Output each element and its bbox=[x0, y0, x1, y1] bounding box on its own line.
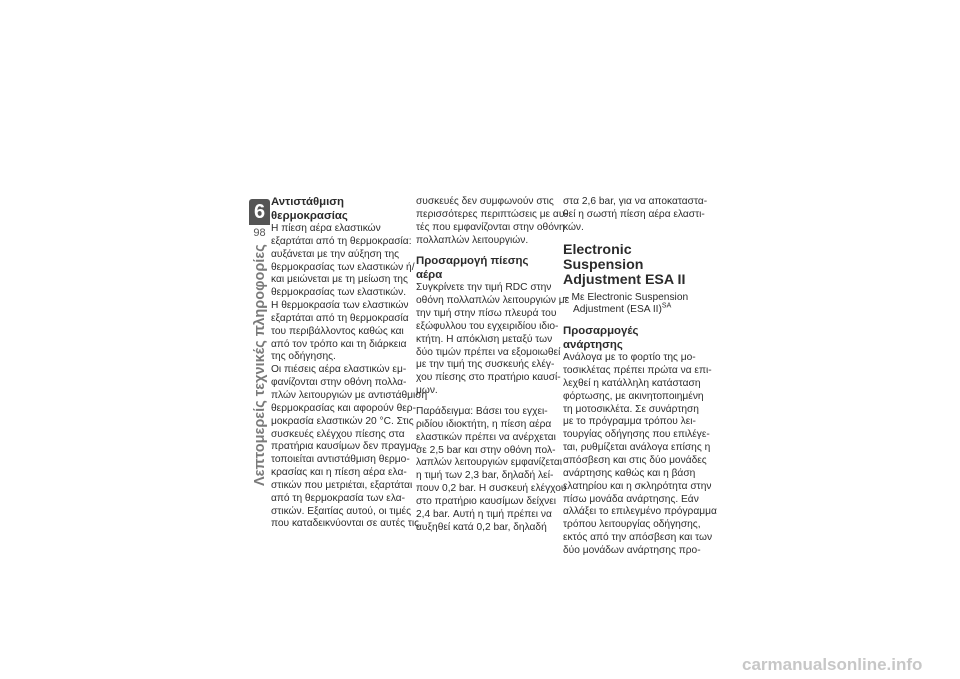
text-line: στο πρατήριο καυσίμων δείχνει bbox=[416, 495, 557, 507]
text-line: οθόνη πολλαπλών λειτουργιών με bbox=[416, 295, 570, 307]
text-line: τοσικλέτας πρέπει πρώτα να επι- bbox=[563, 365, 712, 377]
col2-para2 bbox=[416, 405, 567, 534]
text-line: εξαρτάται από τη θερμοκρασία bbox=[271, 312, 409, 324]
text-line: αυξάνεται με την αύξηση της bbox=[271, 248, 400, 260]
text-line: μοκρασία ελαστικών 20 °C. Στις bbox=[271, 415, 414, 427]
text-line: δύο μονάδων ανάρτησης προ- bbox=[563, 544, 701, 556]
text-line: πολλαπλών λειτουργιών. bbox=[416, 234, 529, 246]
text-line: Συγκρίνετε την τιμή RDC στην bbox=[416, 282, 552, 294]
text-line: του περιβάλλοντος καθώς και bbox=[271, 325, 404, 337]
text-line: από τον τρόπο και τη διάρκεια bbox=[271, 338, 407, 350]
text-line: τη μοτοσικλέτα. Σε συνάρτηση bbox=[563, 403, 699, 415]
section-heading-esa: Electronic Suspension Adjustment ESA II bbox=[563, 241, 686, 288]
text-line: στα 2,6 bar, για να αποκαταστα- bbox=[563, 196, 708, 207]
section-heading-pressure: Προσαρμογή πίεσης αέρα bbox=[416, 255, 529, 281]
text-line: με την τιμή της συσκευής ελέγ- bbox=[416, 359, 555, 371]
col3-para bbox=[563, 352, 717, 558]
text-line: πρατήρια καυσίμων δεν πραγμα- bbox=[271, 441, 421, 453]
text-line: η τιμή των 2,3 bar, δηλαδή λεί- bbox=[416, 470, 554, 482]
text-line: πίσω μονάδα ανάρτησης. Εάν bbox=[563, 493, 699, 505]
text-line: Παράδειγμα: Βάσει του εγχει- bbox=[416, 405, 548, 417]
text-line: 2,4 bar. Αυτή η τιμή πρέπει να bbox=[416, 508, 552, 520]
column-3 bbox=[563, 196, 717, 558]
text-line: τρόπου λειτουργίας οδήγησης, bbox=[563, 519, 701, 531]
text-line: Η θερμοκρασία των ελαστικών bbox=[271, 300, 409, 312]
text-line: θερμοκρασίας των ελαστικών ή/ bbox=[271, 261, 415, 273]
column-2 bbox=[416, 196, 570, 534]
text-line: Η πίεση αέρα ελαστικών bbox=[271, 223, 381, 234]
text-line: αυξηθεί κατά 0,2 bar, δηλαδή bbox=[416, 521, 547, 533]
text-line: συσκευές δεν συμφωνούν στις bbox=[416, 196, 554, 207]
chapter-number-tab: 6 bbox=[249, 199, 270, 225]
column-1 bbox=[271, 196, 428, 531]
text-line: σε 2,5 bar και στην οθόνη πολ- bbox=[416, 444, 556, 456]
text-line: ται, ρυθμίζεται ανάλογα επίσης η bbox=[563, 442, 711, 454]
optional-equipment-marker: SA bbox=[661, 302, 672, 310]
col1-body bbox=[271, 223, 428, 531]
text-line: που καταδεικνύονται σε αυτές τις bbox=[271, 518, 420, 530]
chapter-side-title: Λεπτομερείς τεχνικές πληροφορίες bbox=[252, 244, 268, 486]
text-line: από τη θερμοκρασία των ελα- bbox=[271, 492, 406, 504]
text-line: με το πρόγραμμα τρόπου λει- bbox=[563, 416, 696, 428]
text-line: λεχθεί η κατάλληλη κατάσταση bbox=[563, 377, 701, 389]
section-heading-suspension: Προσαρμογές ανάρτησης bbox=[563, 325, 639, 351]
page-number: 98 bbox=[253, 227, 266, 239]
text-line: τουργίας οδήγησης που επιλέγε- bbox=[563, 429, 710, 441]
text-line: κτήτη. Η απόκλιση μεταξύ των bbox=[416, 333, 553, 345]
text-line: θεί η σωστή πίεση αέρα ελαστι- bbox=[563, 208, 705, 220]
text-line: τοποιείται αντιστάθμιση θερμο- bbox=[271, 454, 410, 466]
text-line: τές που εμφανίζονται στην οθόνη bbox=[416, 221, 565, 233]
text-line: ελατηρίου και η σκληρότητα στην bbox=[563, 480, 712, 492]
col3-intro bbox=[563, 196, 708, 235]
col2-intro bbox=[416, 196, 568, 247]
text-line: στικών που μετριέται, εξαρτάται bbox=[271, 479, 413, 491]
section-heading-temperature: Αντιστάθμιση θερμοκρασίας bbox=[271, 196, 348, 222]
text-line: θερμοκρασίας των ελαστικών. bbox=[271, 287, 407, 299]
text-line: χου πίεσης στο πρατήριο καυσί- bbox=[416, 372, 561, 384]
text-line: μων. bbox=[416, 385, 438, 397]
text-line: και μειώνεται με τη μείωση της bbox=[271, 274, 408, 286]
text-line: εξώφυλλου του εγχειριδίου ιδιο- bbox=[416, 320, 559, 332]
text-line: κρασίας και η πίεση αέρα ελα- bbox=[271, 467, 407, 479]
watermark: carmanualsonline.info bbox=[742, 655, 923, 674]
text-line: ανάρτησης καθώς και η βάση bbox=[563, 467, 696, 479]
text-line: κών. bbox=[563, 221, 584, 233]
text-line: Οι πιέσεις αέρα ελαστικών εμ- bbox=[271, 364, 407, 376]
text-line: εκτός από την απόσβεση και των bbox=[563, 532, 713, 544]
col2-para1 bbox=[416, 282, 570, 398]
text-line: πουν 0,2 bar. Η συσκευή ελέγχου bbox=[416, 483, 567, 495]
text-line: συσκευές ελέγχου πίεσης στα bbox=[271, 428, 405, 440]
text-line: ριδίου ιδιοκτήτη, η πίεση αέρα bbox=[416, 418, 552, 430]
text-line: την τιμή στην πίσω πλευρά του bbox=[416, 308, 557, 320]
text-line: εξαρτάται από τη θερμοκρασία: bbox=[271, 235, 412, 247]
equipment-bullet: – Με Electronic Suspension bbox=[563, 291, 689, 303]
text-line: αλλάξει το επιλεγμένο πρόγραμμα bbox=[563, 506, 717, 518]
text-line: ελαστικών πρέπει να ανέρχεται bbox=[416, 431, 556, 443]
text-line: απόσβεση και στις δύο μονάδες bbox=[563, 454, 707, 466]
text-line: λαπλών λειτουργιών εμφανίζεται bbox=[416, 457, 563, 469]
equipment-bullet-cont: Adjustment (ESA II)$^{SA}$ bbox=[573, 302, 672, 316]
text-line: φανίζονται στην οθόνη πολλα- bbox=[271, 377, 407, 389]
text-line: πλών λειτουργιών με αντιστάθμιση bbox=[271, 389, 428, 401]
text-line: της οδήγησης. bbox=[271, 351, 336, 363]
text-line: δύο τιμών πρέπει να εξομοιωθεί bbox=[416, 346, 561, 358]
text-line: περισσότερες περιπτώσεις με αυ- bbox=[416, 208, 568, 220]
text-line: θερμοκρασίας και αφορούν θερ- bbox=[271, 402, 416, 414]
text-line: στικών. Εξαιτίας αυτού, οι τιμές bbox=[271, 505, 412, 517]
text-line: φόρτωσης, με ακινητοποιημένη bbox=[563, 390, 704, 402]
text-line: Ανάλογα με το φορτίο της μο- bbox=[563, 352, 696, 364]
